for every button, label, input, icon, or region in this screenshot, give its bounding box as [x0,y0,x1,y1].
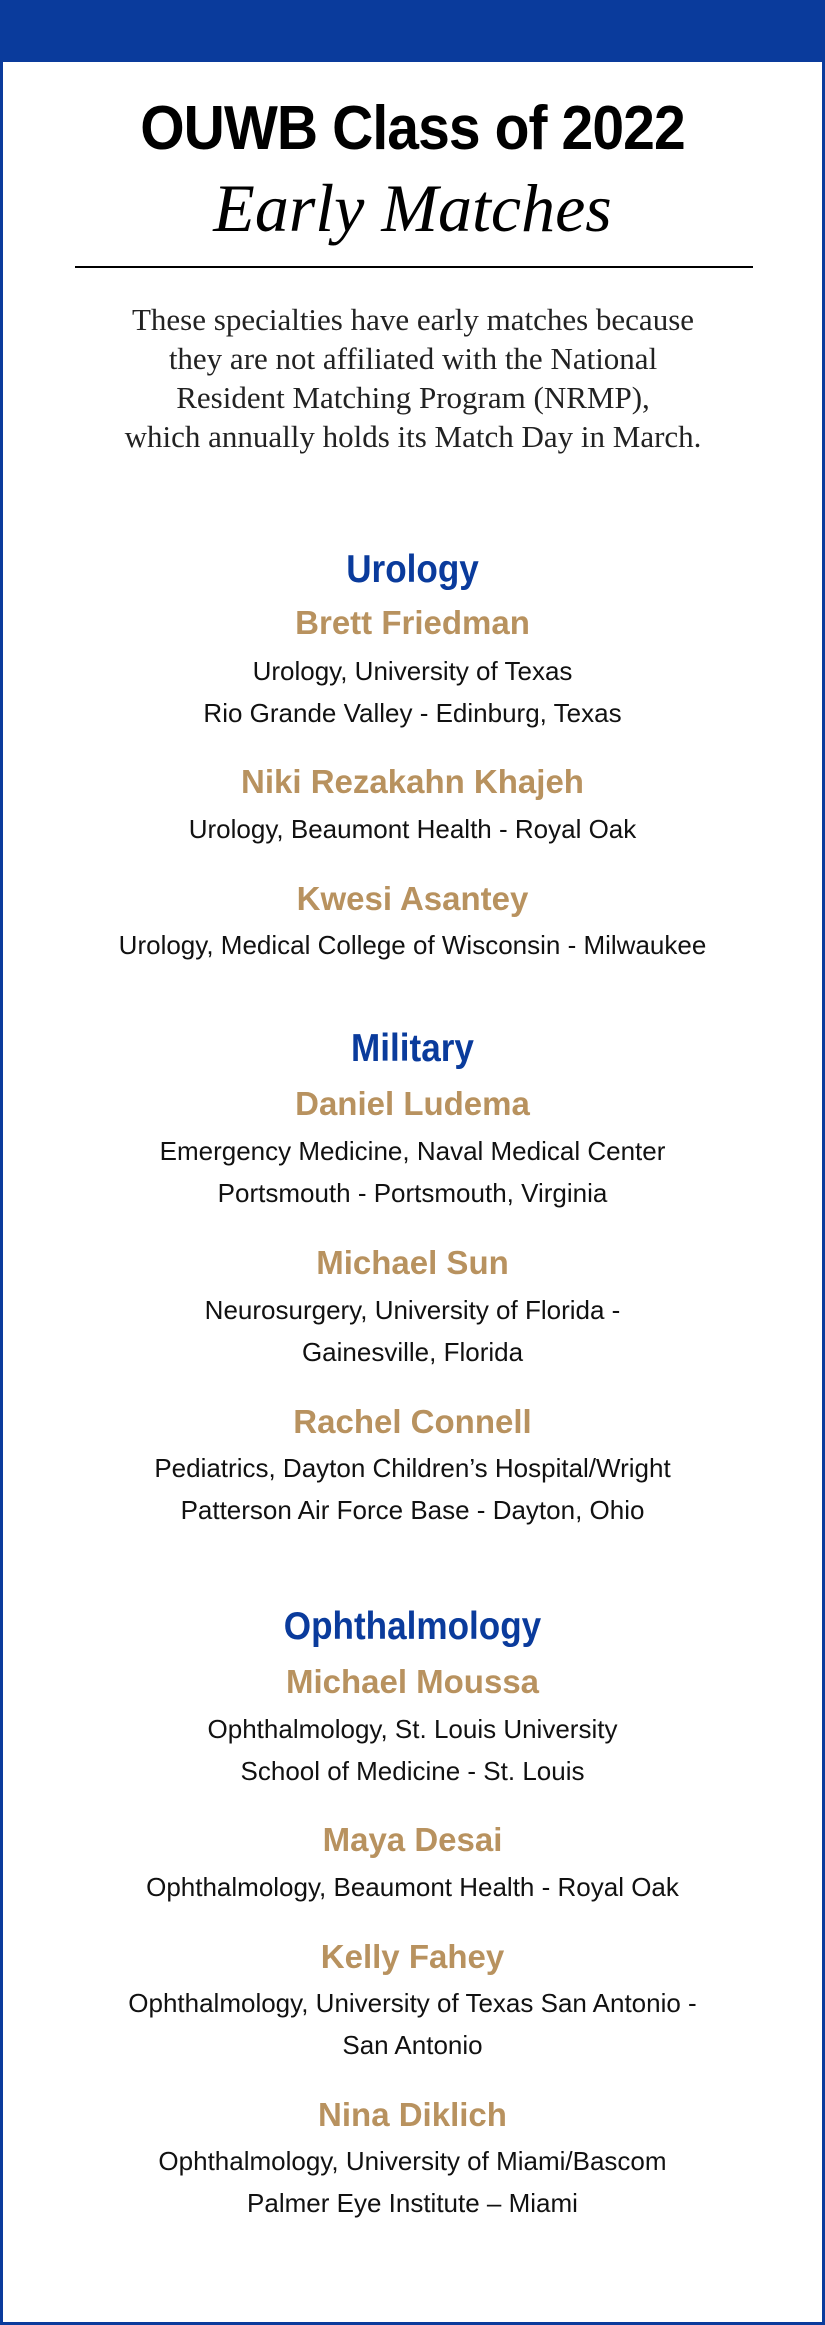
entry-detail [3,808,822,850]
entry-detail [3,650,822,734]
entry-detail [3,2140,822,2224]
entry-detail-line: Ophthalmology, University of Texas San Antonio - [128,1988,697,2018]
entry-detail [3,1447,822,1531]
intro-paragraph [63,300,763,456]
top-color-bar [0,0,825,62]
section-heading-urology: Urology [346,548,479,591]
entry-detail-line: School of Medicine - St. Louis [240,1756,585,1786]
page-subtitle: Early Matches [213,170,612,246]
entry-name: Niki Rezakahn Khajeh [241,763,584,800]
page-title: OUWB Class of 2022 [140,94,685,163]
intro-line: Resident Matching Program (NRMP), [176,380,650,415]
entry-name: Daniel Ludema [295,1085,530,1122]
entry-name: Rachel Connell [293,1403,532,1440]
entry-detail-line: Urology, Medical College of Wisconsin - Milwaukee [118,930,707,960]
entry-detail-line: Patterson Air Force Base - Dayton, Ohio [180,1495,645,1525]
entry-name: Maya Desai [322,1821,503,1858]
entry-detail-line: Pediatrics, Dayton Children’s Hospital/Wright [154,1453,671,1483]
entry-detail [3,924,822,966]
intro-line: These specialties have early matches because [131,302,695,337]
entry-detail-line: Gainesville, Florida [301,1337,524,1367]
entry-detail-line: Urology, Beaumont Health - Royal Oak [188,814,637,844]
entry-detail [3,1130,822,1214]
entry-name: Michael Moussa [285,1663,540,1700]
entry-detail-line: Neurosurgery, University of Florida - [204,1295,621,1325]
entry-detail-line: Urology, University of Texas [252,656,573,686]
entry-detail-line: San Antonio [342,2030,483,2060]
entry-name: Kelly Fahey [320,1938,505,1975]
entry-detail-line: Portsmouth - Portsmouth, Virginia [217,1178,608,1208]
entry-detail-line: Ophthalmology, St. Louis University [207,1714,618,1744]
entry-detail [3,1866,822,1908]
section-heading-ophthalmology: Ophthalmology [283,1605,542,1648]
entry-name: Michael Sun [316,1244,509,1281]
entry-detail [3,1708,822,1792]
section-heading-military: Military [351,1027,474,1070]
entry-detail-line: Palmer Eye Institute – Miami [247,2188,578,2218]
entry-detail [3,1982,822,2066]
entry-name: Nina Diklich [318,2096,507,2133]
entry-detail-line: Ophthalmology, University of Miami/Bascom [158,2146,667,2176]
entry-name: Brett Friedman [295,604,530,641]
entry-detail-line: Emergency Medicine, Naval Medical Center [159,1136,666,1166]
entry-detail [3,1289,822,1373]
intro-line: they are not affiliated with the National [168,341,658,376]
entry-detail-line: Ophthalmology, Beaumont Health - Royal Oak [146,1872,679,1902]
intro-line: which annually holds its Match Day in March. [124,419,702,454]
entry-name: Kwesi Asantey [296,880,529,917]
entry-detail-line: Rio Grande Valley - Edinburg, Texas [203,698,622,728]
title-divider [75,266,753,268]
